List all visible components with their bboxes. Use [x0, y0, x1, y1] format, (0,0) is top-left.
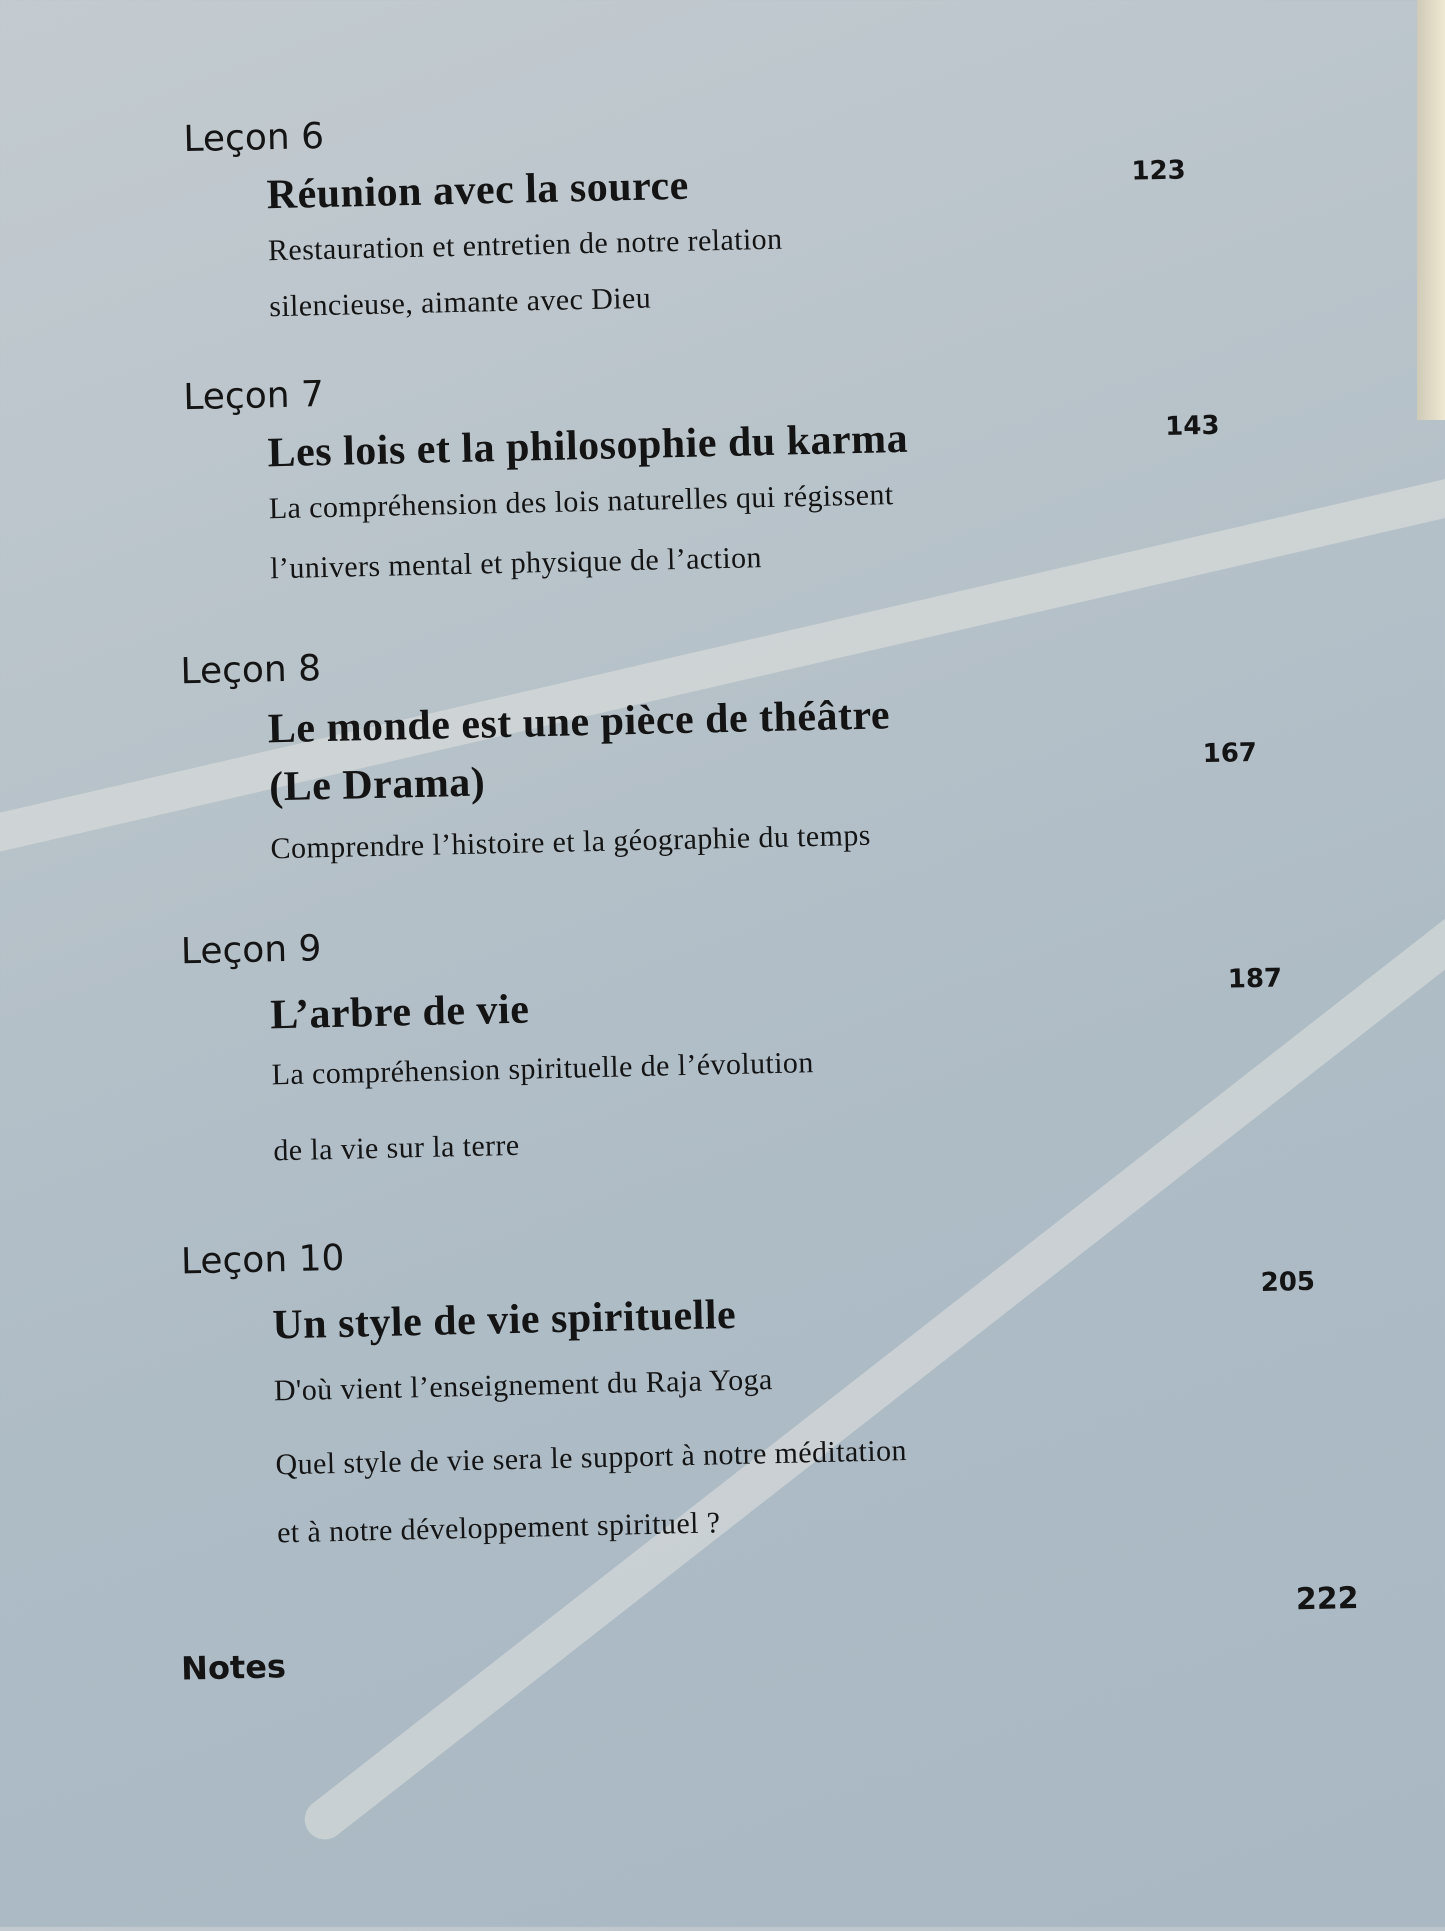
lesson-label: Leçon 7: [182, 374, 325, 419]
lesson-description: Restauration et entretien de notre relation: [267, 222, 783, 268]
lesson-description: Quel style de vie sera le support à notre méditation: [275, 1434, 908, 1482]
lesson-title: Les lois et la philosophie du karma: [267, 415, 909, 477]
lesson-label: Leçon 6: [183, 115, 325, 161]
lesson-title: Réunion avec la source: [266, 162, 690, 219]
lesson-title: (Le Drama): [268, 759, 486, 811]
page-number: 143: [1164, 410, 1220, 442]
page-number: 167: [1202, 737, 1258, 770]
page-number: 187: [1227, 963, 1283, 995]
page-number: 123: [1131, 155, 1187, 187]
lesson-label: Leçon 9: [180, 928, 322, 973]
page-number: 222: [1295, 1580, 1359, 1618]
page-number: 205: [1260, 1266, 1316, 1299]
lesson-title: L’arbre de vie: [269, 986, 530, 1039]
lesson-description: La compréhension des lois naturelles qui régissent: [268, 478, 894, 526]
lesson-label: Leçon 10: [180, 1237, 345, 1283]
lesson-description: D'où vient l’enseignement du Raja Yoga: [273, 1363, 774, 1408]
lesson-title: Le monde est une pièce de théâtre: [267, 692, 891, 753]
lesson-description: La compréhension spirituelle de l’évolution: [271, 1046, 815, 1092]
lesson-description: l’univers mental et physique de l’action: [269, 541, 763, 586]
notes-label: Notes: [180, 1647, 287, 1688]
lesson-title: Un style de vie spirituelle: [271, 1291, 737, 1349]
lesson-description: Comprendre l’histoire et la géographie du temps: [270, 818, 872, 866]
lesson-label: Leçon 8: [180, 648, 322, 693]
lesson-description: silencieuse, aimante avec Dieu: [268, 281, 652, 324]
lesson-description: de la vie sur la terre: [273, 1128, 520, 1168]
lesson-description: et à notre développement spirituel ?: [276, 1506, 721, 1550]
